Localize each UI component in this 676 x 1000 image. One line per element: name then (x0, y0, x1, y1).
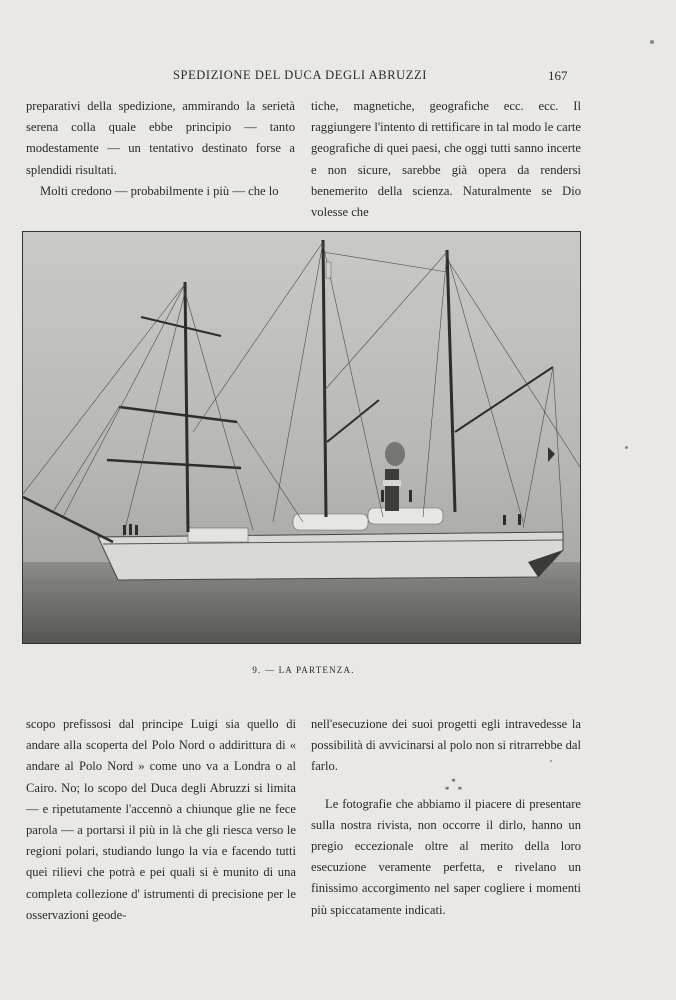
paragraph: Molti credono — probabilmente i più — che lo (40, 183, 279, 198)
bottom-left-column (26, 714, 296, 926)
paper-speck (650, 40, 654, 44)
paper-speck (550, 760, 552, 762)
paragraph: preparativi della spedizione, ammirando la serietà serena colla quale ebbe principio — tanto modestamente — un tentativo destinato forse a splendidi risultati. (26, 99, 295, 177)
page-number: 167 (548, 68, 568, 83)
paper-speck (625, 446, 628, 449)
asterism-top: * (451, 776, 459, 787)
paragraph: Le fotografie che abbiamo il piacere di presentare sulla nostra rivista, non occorre il dirlo, hanno un pregio eccezionale oltre al merito della loro esecuzione veramente perfetta, e rivelano un finissimo accorgimento nel saper cogliere i momenti più spiccatamente indicati. (311, 796, 581, 917)
paragraph: nell'esecuzione dei suoi progetti egli intravedesse la possibilità di avvicinarsi al polo non si ritrarrebbe dal farlo. (311, 717, 581, 774)
paragraph: scopo prefissosi dal principe Luigi sia quello di andare alla scoperta del Polo Nord o addirittura di « andare al Polo Nord » come uno va a Londra o al Cairo. No; lo scopo del Duca degli Abruzzi si limita — e ripetutamente l'accennò a chiunque glie ne fece parola — a portarsi il più in là che gli riesca verso le regioni polari, studiando lungo la via e facendo tutti quei rilievi che potrà e pei quali si è munito di una completa collezione d' istrumenti di precisione per le osservazioni geode- (26, 717, 296, 922)
figure-number: 9. — (252, 665, 276, 675)
figure-title: LA PARTENZA. (278, 665, 355, 675)
ship-illustration (23, 232, 580, 643)
top-left-column (26, 96, 295, 202)
running-title: SPEDIZIONE DEL DUCA DEGLI ABRUZZI (172, 68, 428, 82)
asterism-bottom: * * (444, 784, 466, 795)
ship-photograph (22, 231, 581, 644)
figure-caption (0, 665, 607, 675)
top-right-column (311, 96, 581, 223)
running-header (0, 68, 676, 88)
bottom-right-column (311, 714, 581, 921)
paragraph: tiche, magnetiche, geografiche ecc. ecc. Il raggiungere l'intento di rettificare in tal modo le carte geografiche di quei paesi, che oggi tutti sanno incerte e non sicure, sarebbe già opera da rendersi benemerito della scienza. Naturalmente se Dio volesse che (311, 99, 581, 220)
